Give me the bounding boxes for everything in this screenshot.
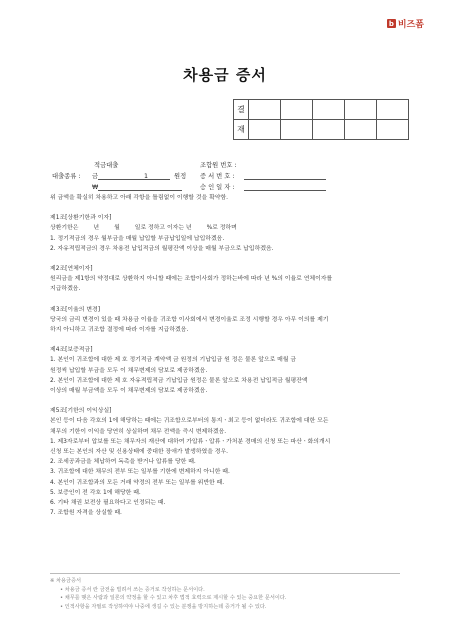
section-line: 채무의 기한이 이익을 당연히 상실하며 채무 전액을 즉시 변제하겠음. [50, 428, 227, 435]
section-line: 3. 귀조합에 대한 채무의 전부 또는 일부를 기한에 변제하지 아니한 때. [50, 469, 230, 476]
approval-cell [345, 120, 377, 140]
logo-icon: b [388, 19, 394, 28]
approval-date-label: 승 인 일 자 : [200, 184, 235, 191]
loan-type-label: 대출종류 : [52, 173, 81, 180]
logo-text: 비즈폼 [397, 20, 424, 30]
approval-cell [313, 100, 345, 120]
section-line: 1. 제3자로부터 압보를 또는 채무자의 재산에 대하여 가압류ㆍ압류ㆍ가처분 경매의 신청 또는 파산ㆍ화의개시 [50, 438, 331, 445]
section-line: 당국의 금리 변경이 있을 때 차용금 이율을 귀조합 이사회에서 변경이율로 조정 시행할 경우 아무 이의를 제기 [50, 316, 329, 323]
section-title: 제1조[상환기한과 이자] [50, 215, 112, 222]
approval-date-line [244, 182, 326, 191]
section-line: 1. 정기적금의 경우 월부금을 매월 납입할 부금납입일에 납입하겠음. [50, 235, 225, 242]
note-item: • 인적사항을 자필로 작성하여야 나중에 생길 수 있는 분쟁을 방지하는데 증거가 될 수 있다. [60, 603, 267, 610]
document-title: 차용금 증서 [183, 66, 267, 84]
section-title: 제2조[연체이자] [50, 266, 93, 273]
approval-cell [377, 120, 409, 140]
section-title: 제5조[기한의 이익상실] [50, 408, 112, 415]
amount-number: 1 [144, 173, 149, 180]
approval-label-top: 결 [234, 100, 249, 120]
section-line: 하지 아니하고 귀조합 결정에 따라 이자를 지급하겠음. [50, 327, 189, 334]
brand-logo [387, 17, 424, 30]
approval-cell [249, 120, 281, 140]
member-no-label: 조합원 번호 : [200, 162, 237, 169]
intro-text: 위 금액을 확실히 차용하고 아래 각항을 틀림없이 이행할 것을 확약함. [50, 195, 229, 201]
won-symbol: ₩ [92, 184, 99, 191]
approval-cell [281, 120, 313, 140]
section-line: 2. 자유적립적금의 경우 차용전 납입적금의 월평잔액 이상을 매월 부금으로 납입하겠음. [50, 245, 274, 252]
section-line: 1. 본인이 귀조합에 대한 제 호 정기적금 계약액 금 원정의 기납입금 원 정은 물론 앞으로 매월 금 [50, 357, 297, 364]
note-item: • 채무를 맺은 사람과 일론의 약정을 할 수 있고 차후 법적 효력으로 제시할 수 있는 중요한 문서이다. [60, 595, 287, 601]
cert-no-label: 증 서 번 호 : [200, 173, 235, 180]
section-line: 이상의 매월 부금액을 모두 이 채무변제의 담보로 제공하겠음. [50, 388, 208, 395]
amount-line [98, 171, 170, 180]
section-line: 5. 보증인이 전 각호 1에 해당한 때. [50, 489, 141, 496]
cert-no-line [244, 171, 326, 180]
won-line [98, 182, 182, 191]
section-line: 지급하겠음. [50, 286, 81, 293]
approval-cell [345, 100, 377, 120]
amount-unit: 원정 [174, 173, 187, 180]
section-line: 4. 본인이 귀조합과의 모든 거래 약정의 전부 또는 일부를 위반한 때. [50, 479, 225, 486]
section-title: 제3조[이율의 변경] [50, 306, 101, 313]
loan-type-value: 적금대출 [94, 162, 119, 169]
notes-heading: ※ 차용금증서 [50, 578, 82, 584]
contract-body [50, 193, 405, 518]
section-line: 본인 등이 다음 각호의 1에 해당하는 때에는 귀조합으로부터의 통지ㆍ최고 등이 없더라도 귀조합에 대한 모든 [50, 418, 329, 425]
section-line: 원정씩 납입할 부금을 모두 이 채무변제의 담보로 제공하겠음. [50, 367, 208, 374]
approval-cell [313, 120, 345, 140]
approval-cell [249, 100, 281, 120]
approval-cell [281, 100, 313, 120]
section-line: 7. 조합원 자격을 상실할 때. [50, 510, 122, 517]
approval-table [233, 99, 409, 140]
section-line: 2. 본인이 귀조합에 대한 제 호 자유적립적금 기납입금 원정은 물론 앞으로 차용전 납입적금 월평잔액 [50, 377, 308, 384]
approval-label-bottom: 재 [234, 120, 249, 140]
section-line: 2. 조세공과금을 체납하여 독촉을 받거나 압류를 당한 때. [50, 459, 196, 466]
section-line: 6. 기타 채권 보전상 필요하다고 인정되는 때. [50, 500, 166, 507]
amount-prefix: 금 [92, 173, 99, 180]
section-line: 상환기한은 년 월 일로 정하고 이자는 년 %로 정하며 [50, 225, 237, 232]
section-title: 제4조[보증적금] [50, 347, 93, 354]
note-item: • 차용금 증서 란 금전을 빌려서 쓰는 증거로 작성하는 문서이다. [60, 586, 205, 593]
section-line: 신청 또는 본인의 자산 및 신용상태에 중대한 장애가 발생하였을 경우. [50, 449, 229, 456]
footnotes [50, 573, 400, 611]
approval-cell [377, 100, 409, 120]
section-line: 원리금을 제1항의 약정대로 상환하지 아니할 때에는 조합이사회가 정하는바에 따라 년 %의 이율로 연체이자를 [50, 276, 333, 283]
